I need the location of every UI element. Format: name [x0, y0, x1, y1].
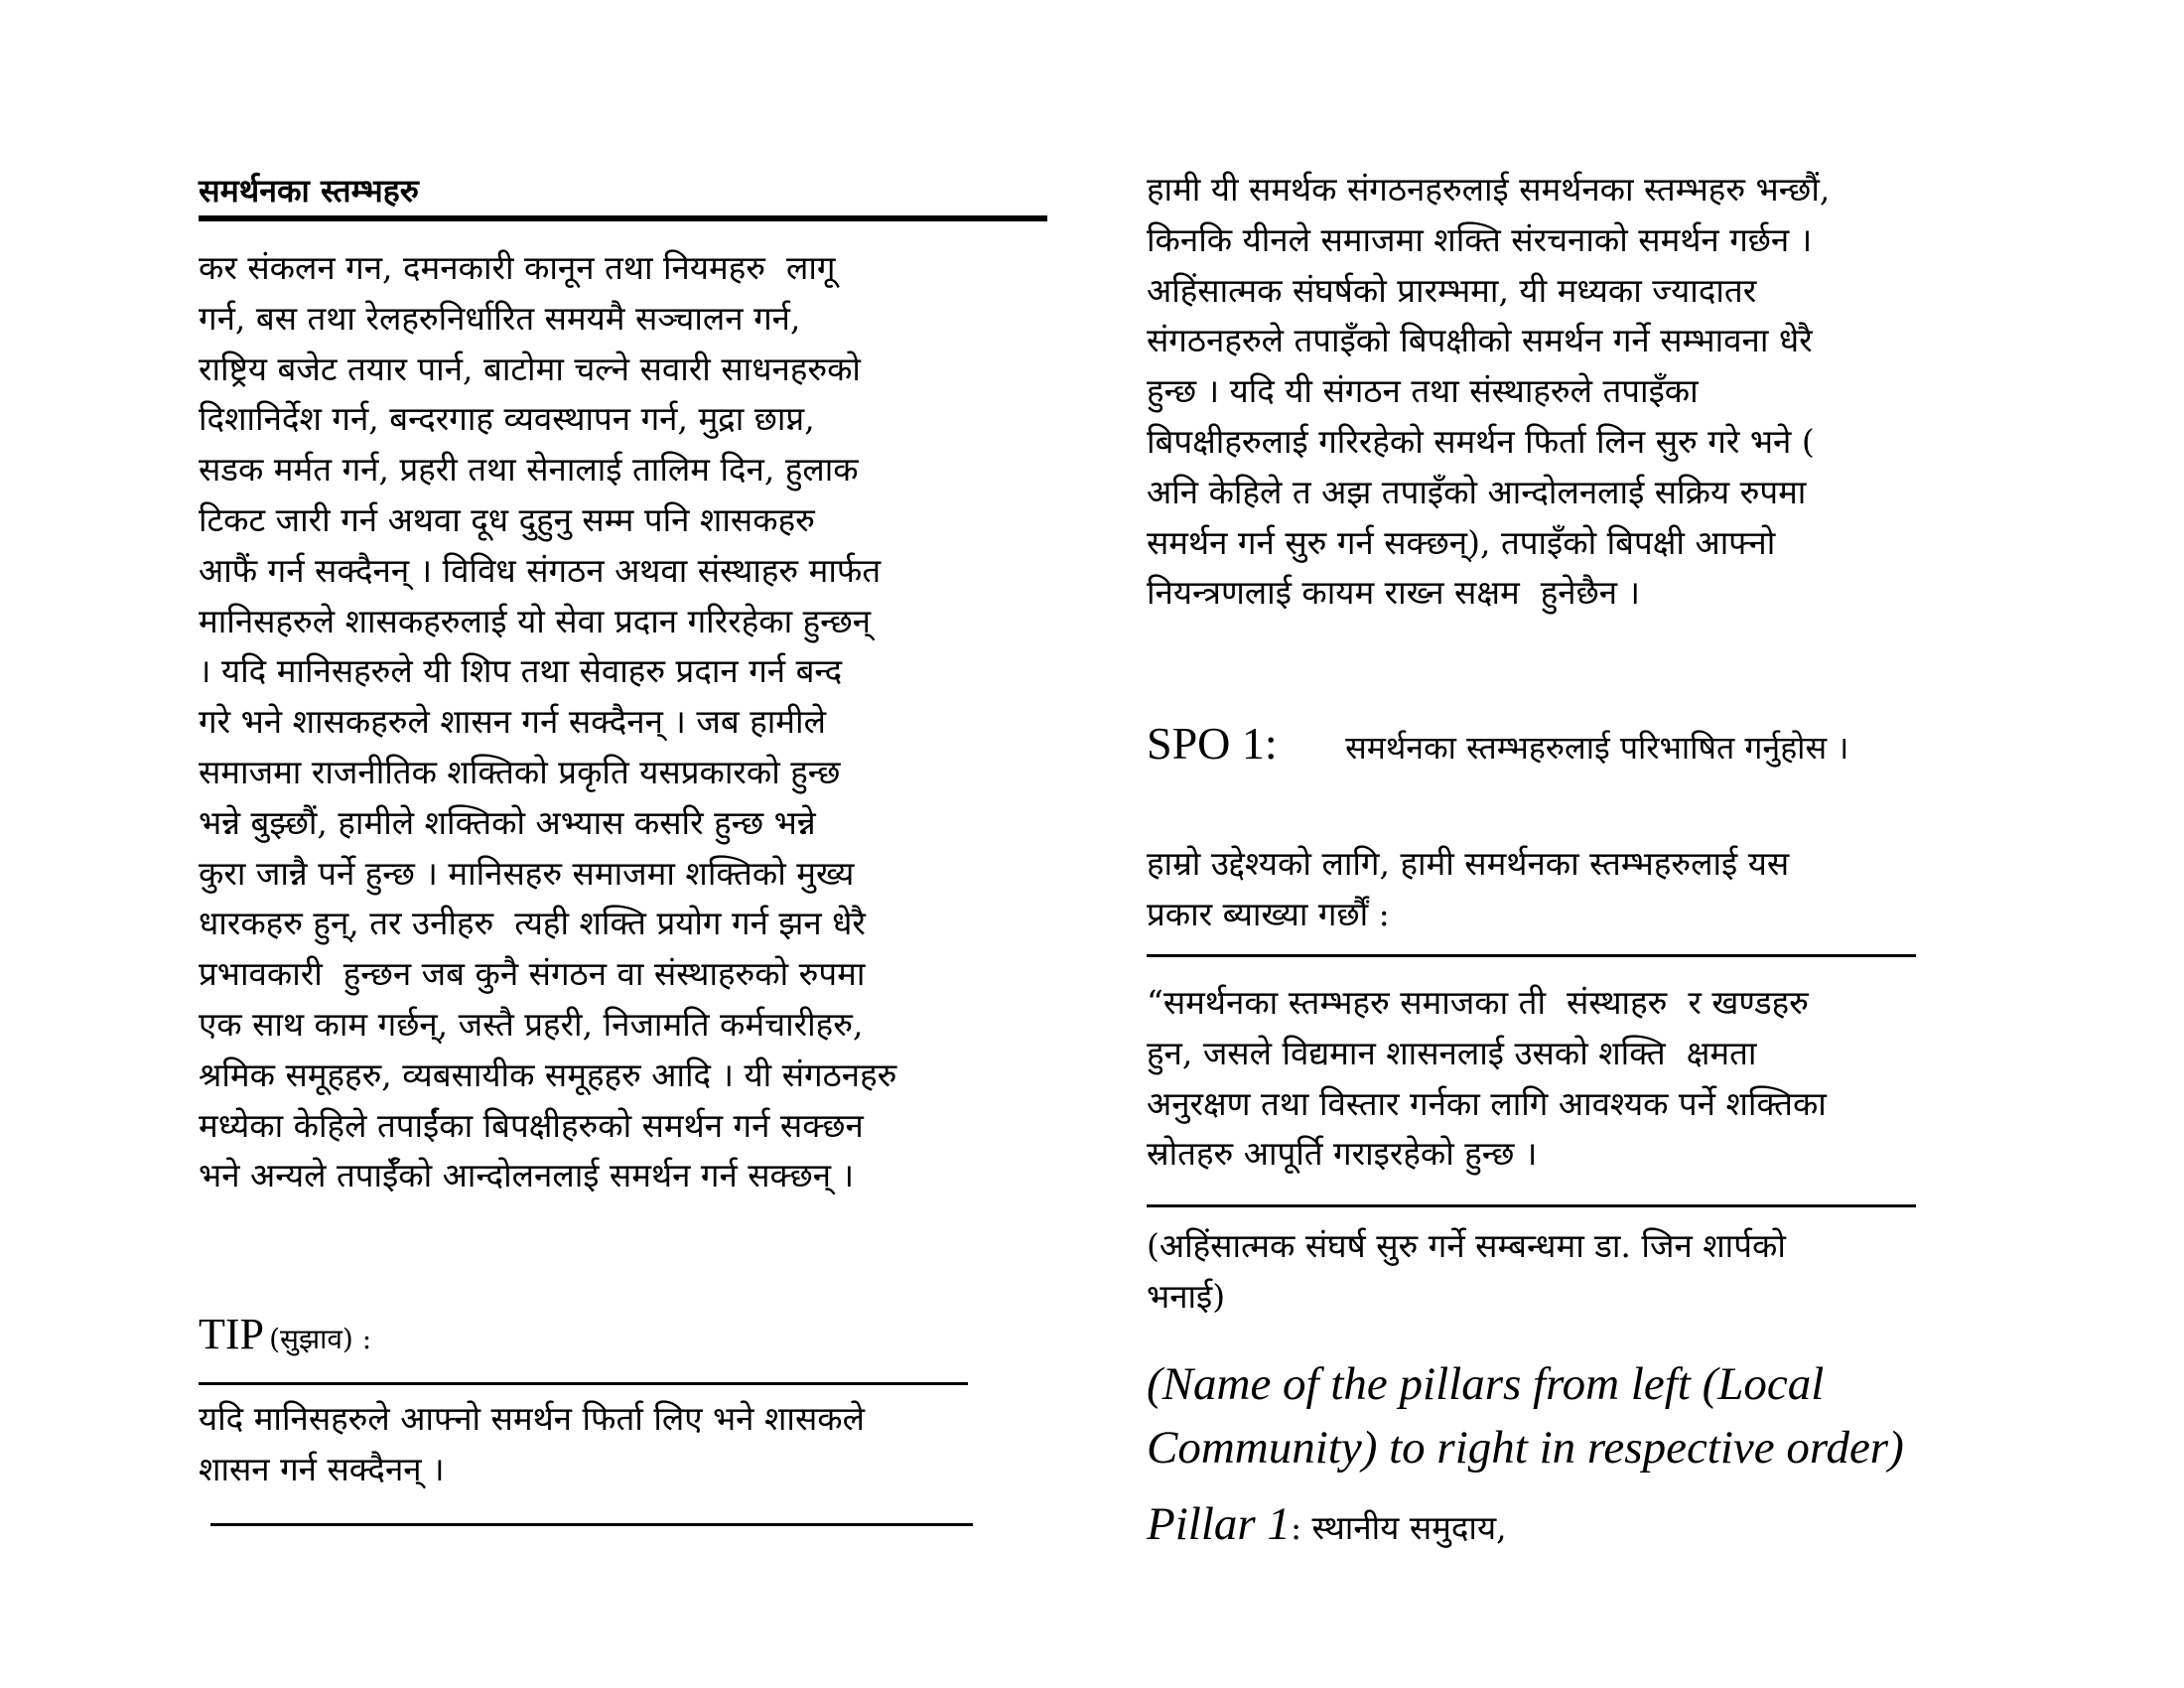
attribution: (अहिंसात्मक संघर्ष सुरु गर्ने सम्बन्धमा डा. जिन शार्पको भनाई) — [1147, 1226, 1786, 1316]
body-paragraph: कर संकलन गन, दमनकारी कानून तथा नियमहरु लागू गर्न, बस तथा रेलहरुनिर्धारित समयमै सञ्चालन गर्न, राष्ट्रिय बजेट तयार पार्न, बाटोमा चल्ने सवारी साधनहरुको दिशानिर्देश गर्न, बन्दरगाह व्यवस्थापन गर्न, मुद्रा छाप्न, सडक मर्मत गर्न, प्रहरी तथा सेनालाई तालिम दिन, हुलाक टिकट जारी गर्न अथवा दूध दुहुनु सम्म पनि शासकहरु आफैं गर्न सक्दैनन् । विविध संगठन अथवा संस्थाहरु मार्फत मानिसहरुले शासकहरुलाई यो सेवा प्रदान गरिरहेका हुन्छन् । यदि मानिसहरुले यी शिप तथा सेवाहरु प्रदान गर्न बन्द गरे भने शासकहरुले शासन गर्न सक्दैनन् । जब हामीले समाजमा राजनीतिक शक्तिको प्रकृति यसप्रकारको हुन्छ भन्ने बुझ्छौं, हामीले शक्तिको अभ्यास कसरि हुन्छ भन्ने कुरा जान्नै पर्ने हुन्छ । मानिसहरु समाजमा शक्तिको मुख्य धारकहरु हुन्, तर उनीहरु त्यही शक्ति प्रयोग गर्न झन धेरै प्रभावकारी हुन्छन जब कुनै संगठन वा संस्थाहरुको रुपमा एक साथ काम गर्छन्, जस्तै प्रहरी, निजामति कर्मचारीहरु, श्रमिक समूहहरु, व्यबसायीक समूहहरु आदि । यी संगठनहरु मध्येका केहिले तपाईंका बिपक्षीहरुको समर्थन गर्न सक्छन भने अन्यले तपाईँको आन्दोलनलाई समर्थन गर्न सक्छन् । — [199, 248, 897, 1196]
definition-quote: “समर्थनका स्तम्भहरु समाजका ती संस्थाहरु र खण्डहरु हुन, जसले विद्यमान शासनलाई उसको शक्ति क्षमता अनुरक्षण तथा विस्तार गर्नका लागि आवश्यक पर्ने शक्तिका स्रोतहरु आपूर्ति गराइरहेको हुन्छ । — [1147, 983, 1827, 1174]
pillar-label: Pillar 1 — [1147, 1498, 1291, 1550]
tip-heading — [199, 1309, 371, 1359]
spo-text: समर्थनका स्तम्भहरुलाई परिभाषित गर्नुहोस । — [1345, 729, 1849, 767]
pillar-item — [1147, 1497, 1507, 1551]
tip-label-nepali: (सुझाव) : — [269, 1323, 372, 1355]
quote-bottom-rule — [1147, 1204, 1916, 1207]
spo-objective — [1147, 717, 1848, 770]
section-heading: समर्थनका स्तम्भहरु — [199, 172, 419, 210]
quote-top-rule — [1147, 954, 1916, 957]
tip-bottom-rule — [210, 1523, 973, 1526]
pillars-note: (Name of the pillars from left (Local Community) to right in respective order) — [1147, 1358, 1904, 1474]
tip-top-rule — [199, 1382, 968, 1385]
tip-label: TIP — [199, 1310, 264, 1358]
tip-text: यदि मानिसहरुले आफ्नो समर्थन फिर्ता लिए भने शासकले शासन गर्न सक्दैनन् । — [199, 1399, 865, 1488]
spo-label: SPO 1: — [1147, 718, 1278, 769]
intro-paragraph: हामी यी समर्थक संगठनहरुलाई समर्थनका स्तम्भहरु भन्छौं, किनकि यीनले समाजमा शक्ति संरचनाको समर्थन गर्छन । अहिंसात्मक संघर्षको प्रारम्भमा, यी मध्यका ज्यादातर संगठनहरुले तपाइँको बिपक्षीको समर्थन गर्ने सम्भावना धेरै हुन्छ । यदि यी संगठन तथा संस्थाहरुले तपाइँका बिपक्षीहरुलाई गरिरहेको समर्थन फिर्ता लिन सुरु गरे भने ( अनि केहिले त अझ तपाइँको आन्दोलनलाई सक्रिय रुपमा समर्थन गर्न सुरु गर्न सक्छन्), तपाइँको बिपक्षी आफ्नो नियन्त्रणलाई कायम राख्न सक्षम हुनेछैन । — [1147, 170, 1831, 613]
purpose-paragraph: हाम्रो उद्देश्यको लागि, हामी समर्थनका स्तम्भहरुलाई यस प्रकार ब्याख्या गर्छौं : — [1147, 844, 1790, 933]
pillar-text: : स्थानीय समुदाय, — [1290, 1508, 1507, 1547]
heading-underline — [199, 215, 1047, 221]
